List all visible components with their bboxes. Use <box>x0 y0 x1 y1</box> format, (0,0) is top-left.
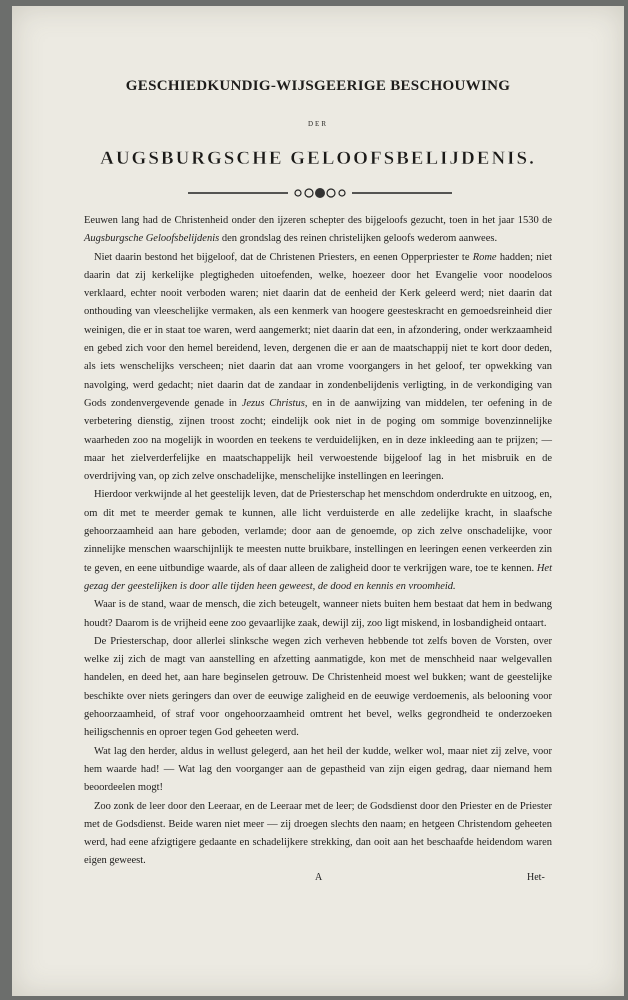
text-run: Eeuwen lang had de Christenheid onder den ijzeren schepter des bijgeloofs gezucht, toen in het jaar 1530 de <box>84 215 552 226</box>
text-run: , en in de aanwijzing van middelen, ter oefening in de verbetering dienstig, zijnen troost zocht; eindelijk ook niet in de poging om sommige bovenzinnelijke waarheden zoo na mogelijk in woorden en teekens te verduidelijken, en in deze inkleeding aan te prijzen; — maar het zielverderfelijke en maatschappelijk heil verwoestende bijgeloof lag in het misbruik en de overdrijving van, op zich zelve onschadelijke, menschelijke instellingen en leeringen. <box>84 397 552 483</box>
page-title: GESCHIEDKUNDIG-WIJSGEERIGE BESCHOUWING <box>125 78 511 94</box>
italic-run: Het gezag der geestelijken is door alle tijden heen geweest, de dood en kennis en vroomheid. <box>84 562 552 592</box>
page-subtitle: AUGSBURGSCHE GELOOFSBELIJDENIS. <box>100 148 536 169</box>
body-text <box>84 212 552 871</box>
text-run: hadden; niet daarin dat zij kerkelijke plegtigheden uitoefenden, welke, hoezeer door het Evangelie voor noodeloos verklaard, echter nooit verboden waren; niet daarin dat de eenheid der Kerk geleerd werd; niet daarin dat onthouding van vleeschelijke vermaken, als een kenmerk van hoogere geesteskracht en gemoedsreinheid dier weinigen, die er in staat toe waren, werd aangemerkt; niet daarin dat een, in afzondering, onder werkzaamheid en gebed zich voor den hemel bereidend, leven, dergenen die er aan de maatschappij niet te kort door deden, als iets wenschelijks verscheen; niet daarin dat aan vrome voorgangers in het geloof, ter opwekking van navolging, werd gedacht; niet daarin dat de zandaar in zondenbelijdenis verligting, in de verkondiging van Gods zondenvergevende genade in <box>84 251 552 409</box>
paragraph <box>84 486 552 596</box>
paragraph <box>84 596 552 633</box>
catchword: Het- <box>527 872 545 883</box>
text-run: Hierdoor verkwijnde al het geestelijk leven, dat de Priesterschap het menschdom onderdrukte en uitzoog, en, om dit met te meerder gemak te kunnen, alle licht verduisterde en alle zedelijke kracht, in slaafsche gehoorzaamheid aan hare geboden, verlamde; door aan de genoemde, op zich zelve onschadelijke, voor zinnelijke menschen waarschijnlijk te meesten nutte bruikbare, instellingen en leeringen eenen verkeerden zin te geven, en eene uitbundige waarde, als of daar alleen de zaligheid door te verkrijgen ware, toe te kennen. <box>84 489 552 574</box>
italic-run: Augsburgsche Geloofsbelijdenis <box>84 233 220 245</box>
text-run: Zoo zonk de leer door den Leeraar, en de Leeraar met de leer; de Godsdienst door den Priester en de Priester met de Godsdienst. Beide waren niet meer — zij droegen slechts den naam; en hetgeen Christendom geheeten werd, had eene afzigtigere gedaante en schadelijkere strekking, dan ooit aan het beschaafde heidendom waren eigen geweest. <box>84 800 552 867</box>
paragraph <box>84 249 552 487</box>
signature-mark: A <box>315 872 323 883</box>
paragraph <box>84 212 552 249</box>
text-run: Wat lag den herder, aldus in wellust gelegerd, aan het heil der kudde, welker wol, maar niet zij zelve, voor hem waarde had! — Wat lag den voorganger aan de gepastheid van zijn eigen gedrag, daar niemand hem beoordeelen mogt! <box>84 745 552 794</box>
paragraph <box>84 633 552 743</box>
text-run: den grondslag des reinen christelijken geloofs wederom aanwees. <box>219 233 498 245</box>
paragraph <box>84 798 552 871</box>
italic-run: Rome <box>472 251 497 263</box>
paragraph <box>84 743 552 798</box>
text-run: Niet daarin bestond het bijgeloof, dat de Christenen Priesters, en eenen Opperpriester te <box>94 251 473 263</box>
text-run: De Priesterschap, door allerlei slinksche wegen zich verheven hebbende tot zelfs boven de Vorsten, over welke zij zich de magt van aanstelling en afzetting aanmatigde, kon met de menschheid naar welgevallen handelen, en deed het, aan hare beginselen getrouw. De Christenheid moest wel bukken; want de geestelijke beschikte over niets geringers dan over de eeuwige zaligheid en de eeuwige verdoemenis, als belooning voor gehoorzaamheid, of straf voor ongehoorzaamheid omtrent het bevel, welks gegrondheid te onderzoeken heiligschennis en oproer tegen God geheeten werd. <box>84 635 552 739</box>
ornament-divider-icon <box>188 186 452 200</box>
page-sheet <box>12 6 624 996</box>
title-connector: DER <box>308 120 328 128</box>
italic-run: Jezus Christus <box>241 397 305 409</box>
text-run: Waar is de stand, waar de mensch, die zich beteugelt, wanneer niets buiten hem bestaat dat hem in bedwang houdt? Daarom is de vrijheid eene zoo gevaarlijke zaak, dewijl zij, zoo ligt miskend, in losbandigheid ontaart. <box>84 599 552 629</box>
